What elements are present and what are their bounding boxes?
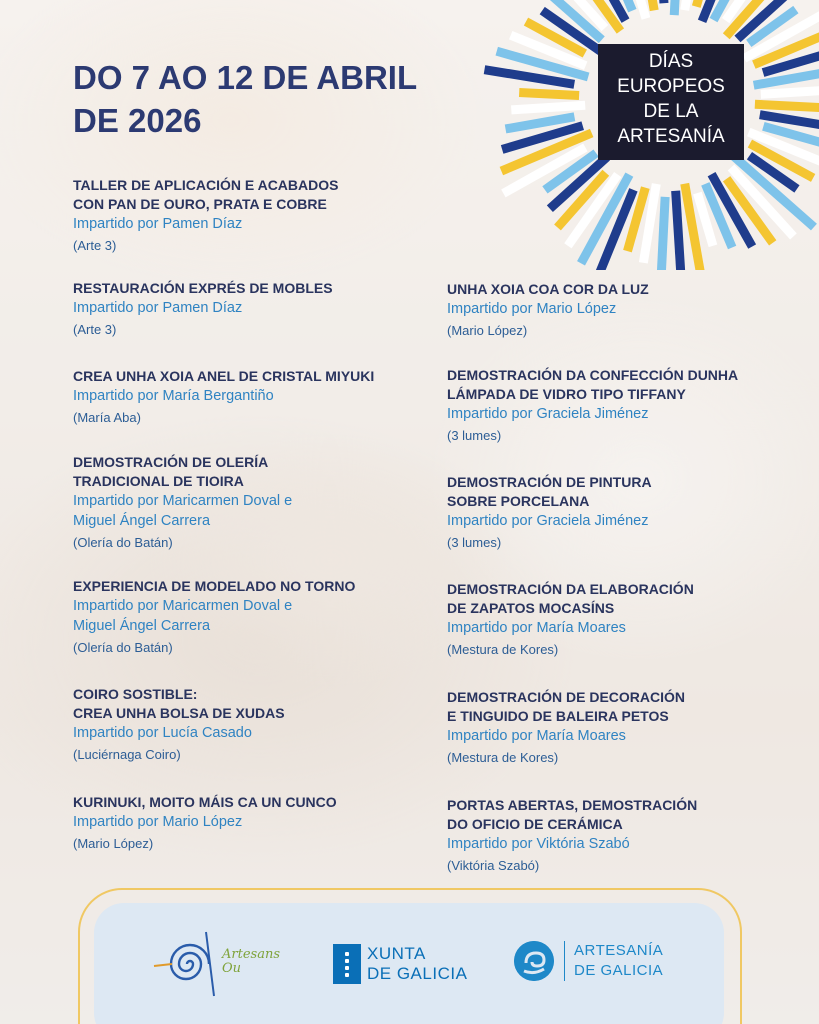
event-title: DEMOSTRACIÓN DE PINTURA SOBRE PORCELANA	[447, 474, 652, 509]
event-title: DEMOSTRACIÓN DA CONFECCIÓN DUNHA LÁMPADA DE VIDRO TIPO TIFFANY	[447, 367, 739, 402]
event-title: KURINUKI, MOITO MÁIS CA UN CUNCO	[73, 794, 337, 810]
event-title: TALLER DE APLICACIÓN E ACABADOS CON PAN DE OURO, PRATA E COBRE	[73, 177, 339, 212]
event-title: RESTAURACIÓN EXPRÉS DE MOBLES	[73, 280, 333, 296]
event-title: DEMOSTRACIÓN DE OLERÍA TRADICIONAL DE TIOIRA	[73, 454, 269, 489]
event-organization: (Viktória Szabó)	[447, 858, 540, 873]
event-item	[73, 367, 374, 427]
event-item	[447, 688, 685, 767]
sunburst-ray	[661, 197, 665, 270]
dias-europeos-badge	[598, 44, 744, 160]
event-organization: (Luciérnaga Coiro)	[73, 747, 181, 762]
event-instructor: Impartido por Viktória Szabó	[447, 836, 630, 852]
event-organization: (Mario López)	[73, 836, 154, 851]
event-organization: (María Aba)	[73, 410, 141, 425]
event-organization: (Arte 3)	[73, 238, 117, 253]
event-item	[73, 453, 292, 552]
event-instructor: Impartido por Pamen Díaz	[73, 216, 243, 232]
xunta-de-galicia-logo	[333, 944, 467, 984]
sunburst-ray	[761, 90, 819, 94]
event-item	[73, 279, 333, 339]
artesans-wordmark: Artesans Ou	[222, 947, 280, 976]
event-organization: (Olería do Batán)	[73, 640, 173, 655]
event-title: UNHA XOIA COA COR DA LUZ	[447, 281, 649, 297]
event-title: DEMOSTRACIÓN DA ELABORACIÓN DE ZAPATOS MOCASÍNS	[447, 581, 694, 616]
event-organization: (Mestura de Kores)	[447, 750, 559, 765]
event-instructor: Impartido por Graciela Jiménez	[447, 406, 649, 422]
event-instructor: Impartido por Mario López	[447, 301, 617, 317]
event-instructor: Impartido por Mario López	[73, 814, 243, 830]
event-title: PORTAS ABERTAS, DEMOSTRACIÓN DO OFICIO DE CERÁMICA	[447, 797, 698, 832]
event-instructor: Impartido por Pamen Díaz	[73, 300, 243, 316]
event-instructor: Impartido por María Moares	[447, 728, 626, 744]
event-item	[447, 580, 694, 659]
event-title: CREA UNHA XOIA ANEL DE CRISTAL MIYUKI	[73, 368, 375, 384]
sunburst-ray	[511, 105, 585, 110]
event-item	[73, 685, 285, 764]
event-title: EXPERIENCIA DE MODELADO NO TORNO	[73, 578, 356, 594]
sunburst-ray	[659, 0, 664, 3]
event-item	[73, 577, 355, 657]
sunburst-ray	[676, 191, 682, 270]
badge-line: ARTESANÍA	[617, 126, 725, 147]
sunburst-ray	[674, 0, 678, 15]
badge-line: DE LA	[643, 101, 699, 122]
event-organization: (Mario López)	[447, 323, 528, 338]
event-item	[73, 793, 337, 853]
logo-divider	[564, 941, 565, 981]
event-item	[447, 796, 697, 875]
artesania-swirl-icon	[514, 941, 554, 981]
event-instructor: Impartido por Maricarmen Doval e Miguel Ángel Carrera	[73, 598, 293, 634]
event-instructor: Impartido por María Moares	[447, 620, 626, 636]
event-title: COIRO SOSTIBLE: CREA UNHA BOLSA DE XUDAS	[73, 686, 285, 721]
event-item	[447, 473, 652, 552]
event-organization: (3 lumes)	[447, 535, 502, 550]
event-instructor: Impartido por Lucía Casado	[73, 725, 252, 741]
artesania-wordmark: ARTESANÍA DE GALICIA	[574, 942, 664, 979]
artesans-ou-logo	[150, 926, 290, 1000]
event-item	[447, 280, 649, 340]
page-title: DO 7 AO 12 DE ABRIL DE 2026	[73, 59, 418, 139]
sunburst-ray	[755, 104, 819, 107]
event-organization: (Olería do Batán)	[73, 535, 173, 550]
event-item	[73, 176, 338, 255]
event-instructor: Impartido por María Bergantiño	[73, 388, 274, 404]
event-organization: (3 lumes)	[447, 428, 502, 443]
badge-line: DÍAS	[648, 51, 694, 72]
artesania-de-galicia-logo	[514, 941, 663, 981]
xunta-shield-icon	[333, 944, 361, 984]
badge-line: EUROPEOS	[617, 76, 725, 97]
event-organization: (Mestura de Kores)	[447, 642, 559, 657]
xunta-wordmark: XUNTA DE GALICIA	[367, 944, 468, 983]
sunburst-ray	[519, 92, 579, 95]
event-instructor: Impartido por Graciela Jiménez	[447, 513, 649, 529]
event-title: DEMOSTRACIÓN DE DECORACIÓN E TINGUIDO DE BALEIRA PETOS	[447, 689, 686, 724]
event-organization: (Arte 3)	[73, 322, 117, 337]
event-instructor: Impartido por Maricarmen Doval e Miguel Ángel Carrera	[73, 493, 293, 529]
event-item	[447, 366, 738, 445]
